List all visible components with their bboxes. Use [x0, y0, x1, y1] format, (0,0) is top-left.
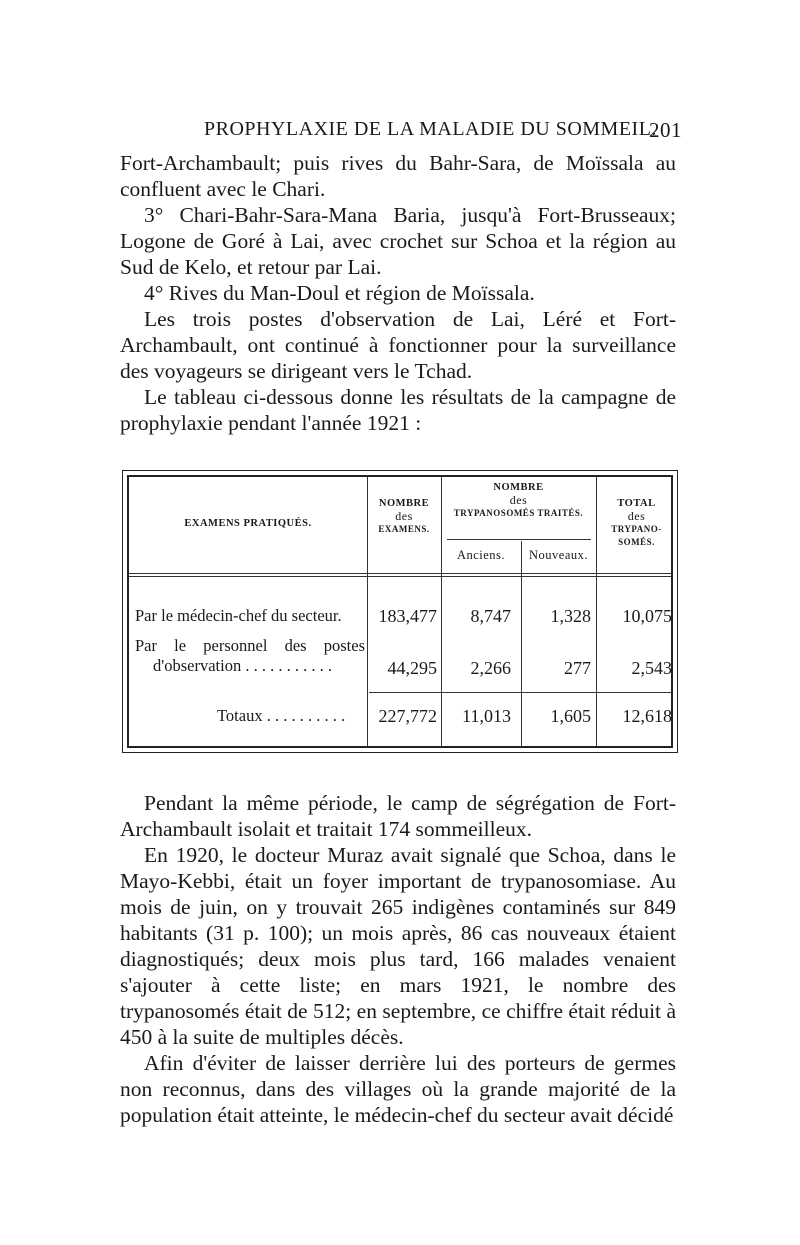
cell-anciens-total: 11,013	[462, 706, 511, 726]
header-nouveaux: Nouveaux.	[529, 548, 588, 562]
body-text-top	[120, 150, 676, 436]
header-line: des	[627, 509, 646, 523]
cell-total-total: 12,618	[622, 706, 672, 726]
totals-rule	[369, 692, 671, 693]
header-line: SOMÉS.	[618, 537, 655, 547]
paragraph: Fort-Archambault; puis rives du Bahr-Sara, de Moïssala au confluent avec le Chari.	[120, 151, 676, 201]
cell-total: 2,543	[631, 658, 672, 678]
cell-total: 10,075	[622, 606, 672, 626]
header-rule	[129, 576, 671, 577]
header-line: NOMBRE	[493, 482, 544, 493]
header-line: NOMBRE	[378, 498, 430, 509]
paragraph: Pendant la même période, le camp de ségrégation de Fort-Archambault isolait et traitait 174 sommeilleux.	[120, 791, 676, 841]
header-title: PROPHYLAXIE DE LA MALADIE DU SOMMEIL.	[204, 118, 657, 140]
cell-examens: 44,295	[387, 658, 437, 678]
row-label: Par le médecin-chef du secteur.	[135, 606, 342, 625]
cell-nouveaux: 277	[564, 658, 591, 678]
header-group	[441, 481, 596, 520]
paragraph: Le tableau ci-dessous donne les résultats de la campagne de prophylaxie pendant l'année 1921 :	[120, 385, 676, 435]
cell-examens-total: 227,772	[378, 706, 437, 726]
page-number: 201	[649, 118, 682, 142]
header-line: TRYPANO-	[611, 524, 662, 534]
totals-label: Totaux . . . . . . . . . .	[217, 706, 346, 725]
table-frame	[127, 475, 673, 748]
paragraph: 3° Chari-Bahr-Sara-Mana Baria, jusqu'à Fort-Brusseaux; Logone de Goré à Lai, avec crochet sur Schoa et la région au Sud de Kelo, et retour par Lai.	[120, 203, 676, 279]
header-line: TRYPANOSOMÉS TRAITÉS.	[453, 508, 584, 518]
row-label: Par le personnel des postes	[135, 636, 365, 655]
cell-anciens: 8,747	[470, 606, 511, 626]
cell-examens: 183,477	[378, 606, 437, 626]
results-table	[122, 470, 678, 753]
group-brace	[447, 539, 591, 540]
cell-nouveaux: 1,328	[550, 606, 591, 626]
header-line: des	[509, 493, 528, 507]
cell-nouveaux-total: 1,605	[550, 706, 591, 726]
cell-anciens: 2,266	[470, 658, 511, 678]
header-total	[596, 497, 677, 549]
header-examens: EXAMENS PRATIQUÉS.	[184, 518, 312, 529]
header-line: EXAMENS.	[378, 524, 430, 534]
header-nombre	[367, 497, 441, 536]
paragraph: Afin d'éviter de laisser derrière lui des porteurs de germes non reconnus, dans des villages où la grande majorité de la population était atteinte, le médecin-chef du secteur avait décidé	[120, 1051, 676, 1127]
header-line: des	[395, 509, 413, 523]
header-rule	[129, 573, 671, 574]
header-line: TOTAL	[617, 498, 656, 509]
paragraph: En 1920, le docteur Muraz avait signalé que Schoa, dans le Mayo-Kebbi, était un foyer important de trypanosomiase. Au mois de juin, on y trouvait 265 indigènes contaminés sur 849 habitants (31 p. 100); un mois après, 86 cas nouveaux étaient diagnostiqués; deux mois plus tard, 166 malades venaient s'ajouter à cette liste; en mars 1921, le nombre des trypanosomés était de 512; en septembre, ce chiffre était réduit à 450 à la suite de multiples décès.	[120, 843, 676, 1049]
paragraph: 4° Rives du Man-Doul et région de Moïssala.	[144, 281, 535, 305]
body-text-bottom	[120, 790, 676, 1128]
row-label: d'observation . . . . . . . . . . .	[153, 656, 332, 675]
header-anciens: Anciens.	[456, 548, 506, 562]
running-header	[118, 114, 682, 144]
paragraph: Les trois postes d'observation de Lai, Léré et Fort-Archambault, ont continué à fonctionner pour la surveillance des voyageurs se dirigeant vers le Tchad.	[120, 307, 676, 383]
